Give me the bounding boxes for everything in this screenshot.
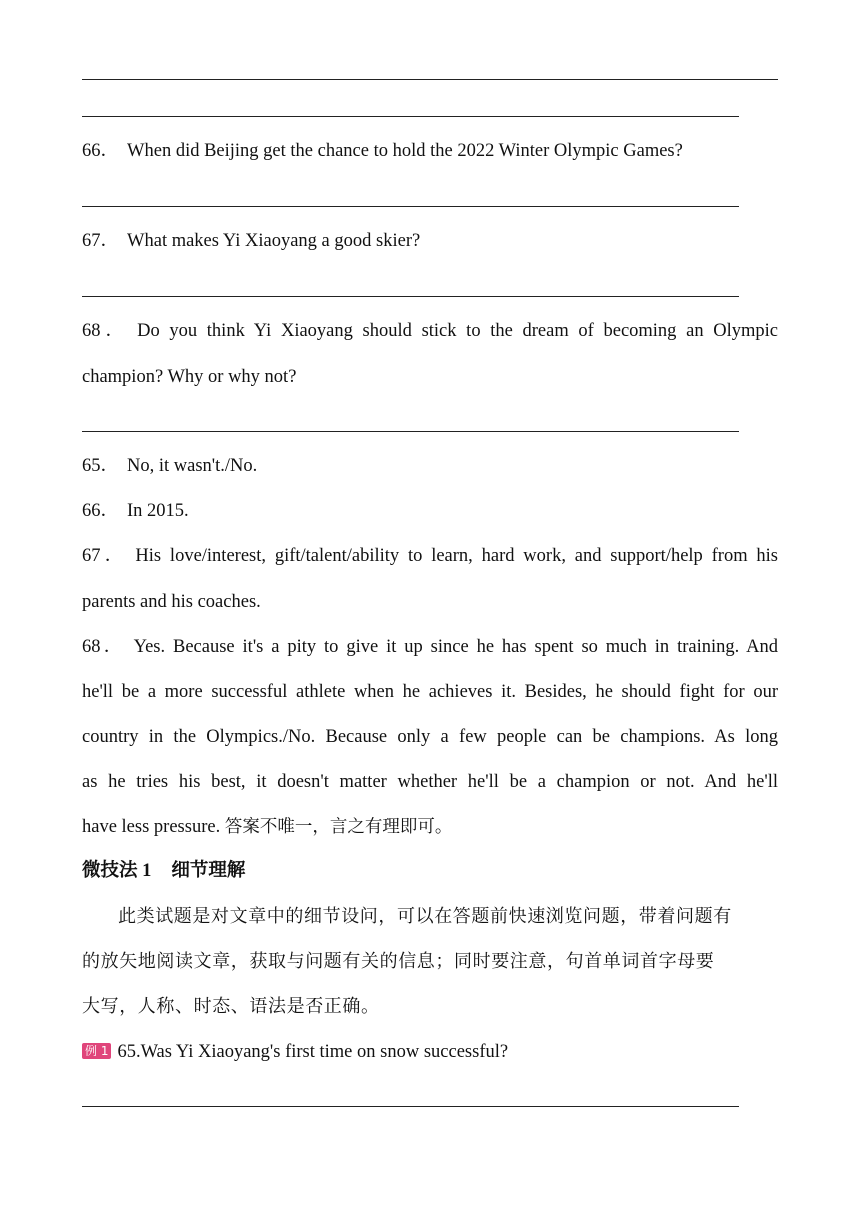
answer-text: In 2015.: [127, 501, 189, 521]
example-question: 65.Was Yi Xiaoyang's first time on snow successful?: [117, 1042, 509, 1062]
question-text: What makes Yi Xiaoyang a good skier?: [127, 231, 421, 251]
answer-number: 68．: [82, 637, 126, 657]
answer-text: have less pressure.: [82, 817, 221, 837]
question-number: 67．: [82, 231, 120, 251]
question-number: 66．: [82, 141, 120, 161]
example-1: [82, 1040, 778, 1064]
skill-title: 细节理解: [171, 861, 246, 881]
answer-line[interactable]: [82, 79, 778, 80]
answer-number: 65．: [82, 456, 120, 476]
example-badge: 例 1: [82, 1043, 111, 1059]
answer-number: 66．: [82, 501, 120, 521]
answer-line[interactable]: [82, 1106, 739, 1107]
question-number: 68．: [82, 321, 130, 341]
answer-line[interactable]: [82, 431, 739, 432]
answer-68-line2: he'll be a more successful athlete when he achieves it. Besides, he should fight for our: [82, 682, 778, 702]
skill-paragraph-line1: 此类试题是对文章中的细节设问，可以在答题前快速浏览问题，带着问题有: [118, 906, 732, 927]
answer-68-line5: [82, 815, 778, 839]
answer-68-line4: as he tries his best, it doesn't matter whether he'll be a champion or not. And he'll: [82, 772, 778, 792]
answer-65: [82, 454, 778, 478]
answer-66: [82, 499, 778, 523]
answer-67-line2: parents and his coaches.: [82, 592, 261, 612]
question-text: When did Beijing get the chance to hold the 2022 Winter Olympic Games?: [127, 141, 683, 161]
answer-number: 67．: [82, 546, 128, 566]
answer-line[interactable]: [82, 206, 739, 207]
answer-67-line1: [82, 544, 778, 568]
answer-text: No, it wasn't./No.: [127, 456, 258, 476]
skill-paragraph-line3: 大写，人称、时态、语法是否正确。: [82, 996, 380, 1017]
answer-text: His love/interest, gift/talent/ability to learn, hard work, and support/help from his: [135, 546, 778, 566]
answer-text: Yes. Because it's a pity to give it up since he has spent so much in training. And: [133, 637, 778, 657]
question-68-line2: champion? Why or why not?: [82, 367, 297, 387]
answer-68-line1: [82, 635, 778, 659]
question-66: [82, 139, 778, 163]
question-67: [82, 229, 778, 253]
skill-label: 微技法 1: [82, 861, 152, 881]
answer-note: 答案不唯一，言之有理即可。: [224, 817, 453, 837]
answer-line[interactable]: [82, 116, 739, 117]
skill-heading: [82, 859, 245, 883]
skill-paragraph-line2: 的放矢地阅读文章，获取与问题有关的信息；同时要注意，句首单词首字母要: [82, 951, 715, 972]
question-68-line1: [82, 319, 778, 343]
answer-line[interactable]: [82, 296, 739, 297]
question-text: Do you think Yi Xiaoyang should stick to the dream of becoming an Olympic: [137, 321, 778, 341]
answer-68-line3: country in the Olympics./No. Because only a few people can be champions. As long: [82, 727, 778, 747]
